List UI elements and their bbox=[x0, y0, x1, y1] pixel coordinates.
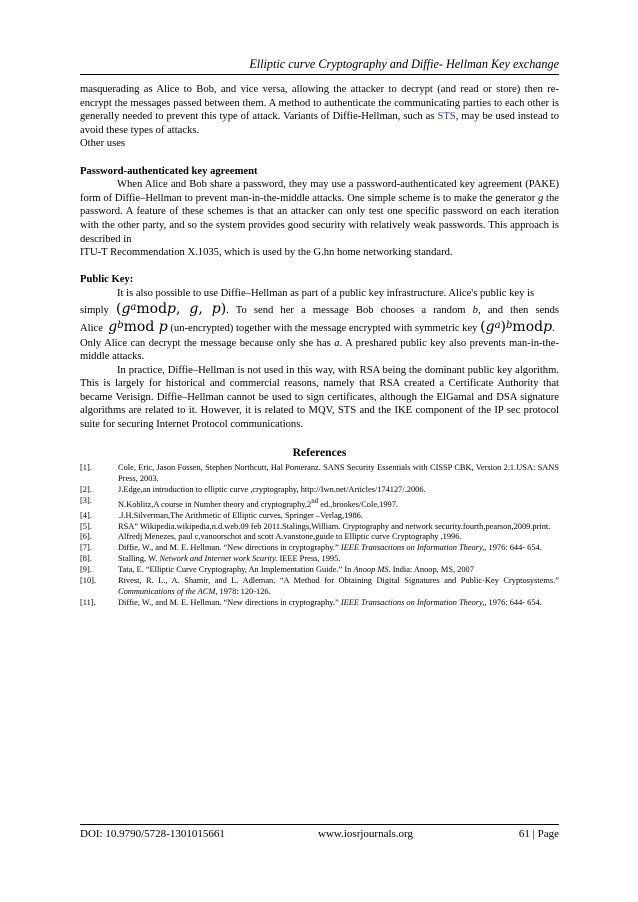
alice-secret-var: a bbox=[334, 337, 340, 349]
footer-doi: DOI: 10.9790/5728-1301015661 bbox=[80, 828, 225, 840]
bob-formula: $g^bmod$ p bbox=[108, 318, 168, 335]
footer-page-number: 61 | Page bbox=[518, 828, 559, 840]
reference-item: [6]. Alfredj Menezes, paul c,vanoorschot and scott A.vanstone,guide to Elliptic curve Cryptography ,1996. bbox=[80, 532, 462, 542]
running-header: Elliptic curve Cryptography and Diffie- Hellman Key exchange bbox=[249, 57, 559, 71]
random-b-var: b bbox=[472, 304, 478, 316]
references-heading: References bbox=[292, 445, 347, 459]
pake-heading: Password-authenticated key agreement bbox=[80, 165, 258, 177]
reference-item: [9]. Tata, E. “Elliptic Curve Cryptography, An Implementation Guide.” In Anoop MS. India: Anoop, MS, 2007 bbox=[80, 565, 474, 575]
intro-text-end: , may be used instead to avoid these types of attacks. bbox=[80, 111, 560, 136]
page-body bbox=[80, 83, 559, 609]
footer-divider bbox=[80, 824, 559, 825]
references-list bbox=[80, 463, 559, 609]
public-key-para-3: In practice, Diffie–Hellman is not used in this way, with RSA being the dominant public key algorithm. This is largely for historical and commercial reasons, namely that RSA created a Certificate Authority that became Verisign. Diffie–Hellman cannot be used to sign certificates, although the ElGamal and DSA signature algorithms are related to it. However, it is related to MQV, STS and the IKE component of the IP sec protocol suite for securing Internet Protocol communications. bbox=[80, 364, 559, 431]
public-key-math-line-2: Alice $g^bmod$ p (un-encrypted) together with the message encrypted with symmetric key $(g^a)^bmodp$. bbox=[80, 318, 555, 335]
public-key-formula: ($g^amodp$, g, p) bbox=[115, 300, 227, 317]
generator-var: g bbox=[538, 192, 544, 204]
alice-word: Alice bbox=[80, 322, 103, 334]
symmetric-key-formula: $(g^a)^bmodp$ bbox=[480, 318, 553, 335]
header-divider bbox=[80, 74, 559, 75]
reference-item: [1]. Cole, Eric, Jason Fossen, Stephen Northcutt, Hal Pomeranz. SANS Security Essentials with CISSP CBK, Version 2.1.USA: SANS Press, 2003. bbox=[80, 463, 559, 484]
reference-item: [10]. Rivest, R. L., A. Shamir, and L. Adleman. “A Method for Obtaining Digital Signatures and Public-Key Cryptosystems.” Communications of the ACM, 1978: 120-126. bbox=[80, 576, 559, 597]
reference-item: [7]. Diffie, W., and M. E. Hellman. “New directions in cryptography.” IEEE Transactions on Information Theory,, 1976: 644- 654. bbox=[80, 543, 542, 553]
pake-text: When Alice and Bob share a password, they may use a password-authenticated key agreement (PAKE) form of Diffie–Hellman to prevent man-in-the-middle attacks. One simple scheme is to make the generator bbox=[80, 179, 559, 204]
reference-item: [2]. J.Edge,an introduction to elliptic curve ,cryptography, http://Iwn.net/Articles/174127/.2006. bbox=[80, 485, 426, 495]
simply-word: simply bbox=[80, 304, 109, 316]
public-key-math-line-1 bbox=[80, 301, 559, 319]
public-key-para-1: It is also possible to use Diffie–Hellman as part of a public key infrastructure. Alice's public key is bbox=[117, 287, 535, 299]
other-uses: Other uses bbox=[80, 138, 126, 150]
reference-item: [4]. .J.H.Silverman,The Arithmetic of Elliptic curves, Springer –Verlag,1986. bbox=[80, 510, 363, 520]
intro-text: masquerading as Alice to Bob, and vice versa, allowing the attacker to decrypt (and read or store) then re-encrypt the messages passed between them. A method to authenticate the communicating parties to each other is generally needed to prevent this type of attack. Variants of Diffie-Hellman, such as bbox=[80, 84, 559, 123]
reference-item: [3]. N.Koblitz,A course in Number theory and cryptography,2nd ed.,brookes/Cole,1997. bbox=[80, 495, 398, 509]
send-text: . To send her a message Bob chooses a random bbox=[226, 304, 466, 316]
itu-line: ITU-T Recommendation X.1035, which is used by the G.hn home networking standard. bbox=[80, 247, 453, 259]
intro-paragraph bbox=[80, 83, 559, 137]
footer-journal-url[interactable]: www.iosrjournals.org bbox=[318, 828, 414, 840]
then-sends-text: , and then sends bbox=[477, 304, 560, 316]
reference-item: [8]. Stalling, W. Network and Internet work Scurity. IEEE Press, 1995. bbox=[80, 554, 341, 564]
pake-text-end: the password. A feature of these schemes is that an attacker can only test one specific password on each iteration with the other party, and so the system provides good security with relatively weak passwords. This approach is described in bbox=[80, 192, 559, 245]
reference-item: [5]. RSA” Wikipedia.wikipedia,n.d.web.09 feb 2011.Stalings,William. Cryptography and network security.fourth,pearson,2009.print. bbox=[80, 521, 551, 531]
public-key-heading: Public Key: bbox=[80, 274, 134, 286]
reference-item: [11]. Diffie, W., and M. E. Hellman. “New directions in cryptography.” IEEE Transactions on Information Theory,, 1976: 644- 654. bbox=[80, 597, 542, 607]
unencrypted-text: (un-encrypted) together with the message encrypted with symmetric key bbox=[167, 322, 481, 334]
public-key-para-2: Only Alice can decrypt the message because only she has a. A preshared public key also prevents man-in-the-middle attacks. bbox=[80, 337, 559, 363]
pake-paragraph bbox=[80, 178, 559, 246]
sts-link[interactable]: STS bbox=[437, 111, 456, 123]
